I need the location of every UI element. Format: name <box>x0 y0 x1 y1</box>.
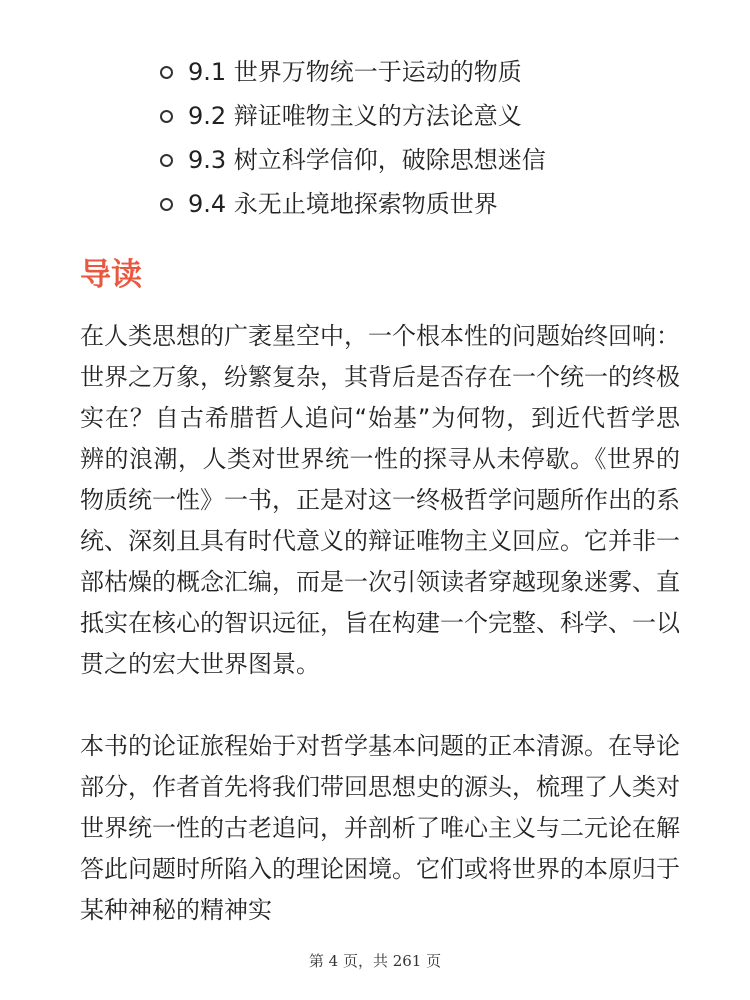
toc-item[interactable] <box>160 94 720 138</box>
toc-item-label: 9.1 世界万物统一于运动的物质 <box>188 58 522 86</box>
toc-item-label: 9.4 永无止境地探索物质世界 <box>188 190 498 218</box>
page-number-footer: 第 4 页，共 261 页 <box>308 952 442 970</box>
hollow-circle-bullet-icon <box>160 66 173 79</box>
table-of-contents <box>160 50 720 226</box>
toc-item-label: 9.3 树立科学信仰，破除思想迷信 <box>188 146 546 174</box>
hollow-circle-bullet-icon <box>160 154 173 167</box>
toc-item[interactable] <box>160 182 720 226</box>
toc-item[interactable] <box>160 50 720 94</box>
body-paragraph: 本书的论证旅程始于对哲学基本问题的正本清源。在导论部分，作者首先将我们带回思想史的源头，梳理了人类对世界统一性的古老追问，并剖析了唯心主义与二元论在解答此问题时所陷入的理论困境。它们或将世界的本原归于某种神秘的精神实 <box>80 732 680 924</box>
hollow-circle-bullet-icon <box>160 110 173 123</box>
hollow-circle-bullet-icon <box>160 198 173 211</box>
body-paragraph: 在人类思想的广袤星空中，一个根本性的问题始终回响：世界之万象，纷繁复杂，其背后是否存在一个统一的终极实在？自古希腊哲人追问“始基”为何物，到近代哲学思辨的浪潮，人类对世界统一性的探寻从未停歇。《世界的物质统一性》一书，正是对这一终极哲学问题所作出的系统、深刻且具有时代意义的辩证唯物主义回应。它并非一部枯燥的概念汇编，而是一次引领读者穿越现象迷雾、直抵实在核心的智识远征，旨在构建一个完整、科学、一以贯之的宏大世界图景。 <box>80 322 680 678</box>
section-heading: 导读 <box>80 257 142 293</box>
toc-item[interactable] <box>160 138 720 182</box>
toc-item-label: 9.2 辩证唯物主义的方法论意义 <box>188 102 522 130</box>
